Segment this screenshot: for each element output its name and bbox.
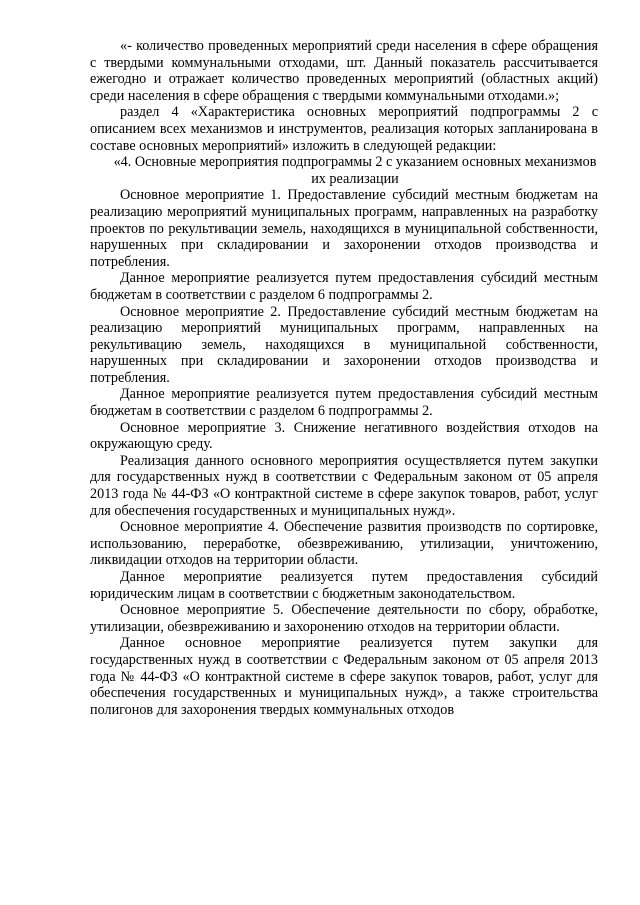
- body-paragraph: Основное мероприятие 4. Обеспечение развития производств по сортировке, использованию, переработке, обезвреживанию, утилизации, уничтожению, ликвидации отходов на территории области.: [90, 519, 598, 569]
- body-paragraph: Реализация данного основного мероприятия осуществляется путем закупки для государственных нужд в соответствии с Федеральным законом от 05 апреля 2013 года № 44-ФЗ «О контрактной системе в сфере закупок товаров, работ, услуг для обеспечения государственных и муниципальных нужд».: [90, 452, 598, 519]
- body-paragraph: Основное мероприятие 3. Снижение негативного воздействия отходов на окружающую среду.: [90, 419, 598, 453]
- body-paragraph: Основное мероприятие 2. Предоставление субсидий местным бюджетам на реализацию мероприятий муниципальных программ, направленных на рекультивацию земель, находящихся в муниципальной собственности, нарушенных при складировании и захоронении отходов производства и потребления.: [90, 303, 598, 386]
- body-paragraph: Данное мероприятие реализуется путем предоставления субсидий местным бюджетам в соответствии с разделом 6 подпрограммы 2.: [90, 270, 598, 303]
- section-heading: «4. Основные мероприятия подпрограммы 2 с указанием основных механизмов их реализации: [113, 154, 597, 187]
- body-paragraph: Данное мероприятие реализуется путем предоставления субсидий местным бюджетам в соответствии с разделом 6 подпрограммы 2.: [90, 386, 598, 420]
- paragraph-section-amendment: раздел 4 «Характеристика основных мероприятий подпрограммы 2 с описанием всех механизмов и инструментов, реализация которых запланирована в составе основных мероприятий» изложить в следующей редакции:: [90, 104, 598, 154]
- body-paragraph: Основное мероприятие 1. Предоставление субсидий местным бюджетам на реализацию мероприятий муниципальных программ, направленных на разработку проектов по рекультивации земель, находящихся в муниципальной собственности, нарушенных при складировании и захоронении отходов производства и потребления.: [90, 187, 598, 270]
- paragraph-indicator-definition: «- количество проведенных мероприятий среди населения в сфере обращения с твердыми коммунальными отходами, шт. Данный показатель рассчитывается ежегодно и отражает количество проведенных мероприятий (областных акций) среди населения в сфере обращения с твердыми коммунальными отходами.»;: [90, 38, 598, 104]
- body-paragraph: Основное мероприятие 5. Обеспечение деятельности по сбору, обработке, утилизации, обезвреживанию и захоронению отходов на территории области.: [90, 602, 598, 635]
- body-paragraph: Данное мероприятие реализуется путем предоставления субсидий юридическим лицам в соответствии с бюджетным законодательством.: [90, 569, 598, 602]
- body-paragraph: Данное основное мероприятие реализуется путем закупки для государственных нужд в соответствии с Федеральным законом от 05 апреля 2013 года № 44-ФЗ «О контрактной системе в сфере закупок товаров, работ, услуг для обеспечения государственных и муниципальных нужд», а также строительства полигонов для захоронения твердых коммунальных отходов: [90, 635, 598, 718]
